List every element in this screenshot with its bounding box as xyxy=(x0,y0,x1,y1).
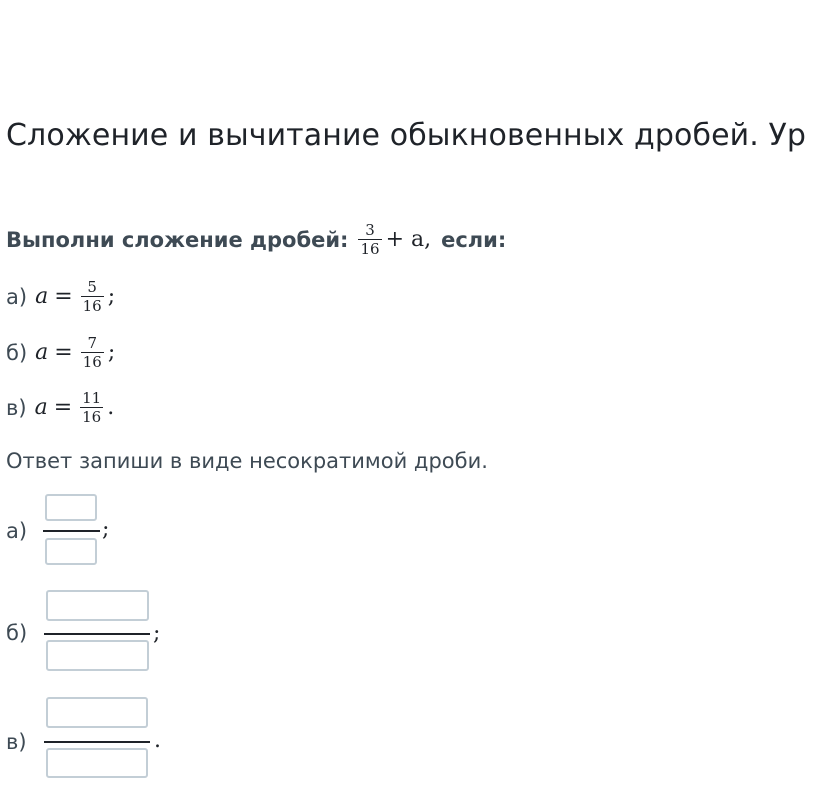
task-prefix: Выполни сложение дробей: xyxy=(6,227,349,252)
option-fraction-numerator: 7 xyxy=(87,334,98,352)
option-c xyxy=(6,390,114,425)
option-variable: a xyxy=(35,340,49,365)
fraction-bar xyxy=(44,741,150,743)
option-equals: = xyxy=(53,395,73,420)
answer-label: б) xyxy=(6,621,28,645)
option-fraction-denominator: 16 xyxy=(82,353,102,371)
option-letter: в) xyxy=(6,395,27,420)
task-expression-rest: + a, xyxy=(385,227,432,252)
option-b xyxy=(6,335,115,370)
denominator-input[interactable] xyxy=(45,538,97,565)
option-punctuation: ; xyxy=(107,284,116,309)
task-fraction-denominator: 16 xyxy=(360,240,380,258)
option-equals: = xyxy=(54,340,73,365)
option-fraction-denominator: 16 xyxy=(82,408,102,426)
answer-instruction: Ответ запиши в виде несократимой дроби. xyxy=(6,449,488,473)
answer-punctuation: ; xyxy=(153,621,161,646)
option-a xyxy=(6,279,115,314)
task-suffix: если: xyxy=(441,227,507,252)
denominator-input[interactable] xyxy=(46,640,149,671)
option-punctuation: . xyxy=(107,395,115,420)
option-fraction-numerator: 11 xyxy=(82,389,102,407)
option-variable: a xyxy=(34,395,48,420)
answer-row-a xyxy=(6,493,206,567)
numerator-input[interactable] xyxy=(45,494,97,521)
option-fraction xyxy=(81,335,104,370)
answer-row-b xyxy=(6,590,206,674)
fraction-bar xyxy=(44,633,150,635)
task-statement xyxy=(6,222,506,257)
answer-label: в) xyxy=(6,730,27,754)
page-title: Сложение и вычитание обыкновенных дробей. Ур xyxy=(6,118,807,153)
task-fraction xyxy=(358,222,381,257)
answer-row-c xyxy=(6,697,206,781)
denominator-input[interactable] xyxy=(46,748,148,778)
option-fraction-numerator: 5 xyxy=(87,278,97,296)
answer-punctuation: . xyxy=(154,728,161,753)
option-letter: б) xyxy=(6,340,28,365)
numerator-input[interactable] xyxy=(46,697,148,728)
task-fraction-numerator: 3 xyxy=(365,221,375,239)
answer-label: а) xyxy=(6,519,28,543)
option-fraction xyxy=(80,390,103,425)
fraction-bar xyxy=(43,530,100,532)
numerator-input[interactable] xyxy=(46,590,149,621)
answer-punctuation: ; xyxy=(102,517,110,542)
option-letter: а) xyxy=(6,284,28,309)
option-punctuation: ; xyxy=(107,340,116,365)
option-fraction-denominator: 16 xyxy=(82,297,102,315)
option-equals: = xyxy=(54,284,73,309)
option-fraction xyxy=(81,279,104,314)
option-variable: a xyxy=(35,284,49,309)
